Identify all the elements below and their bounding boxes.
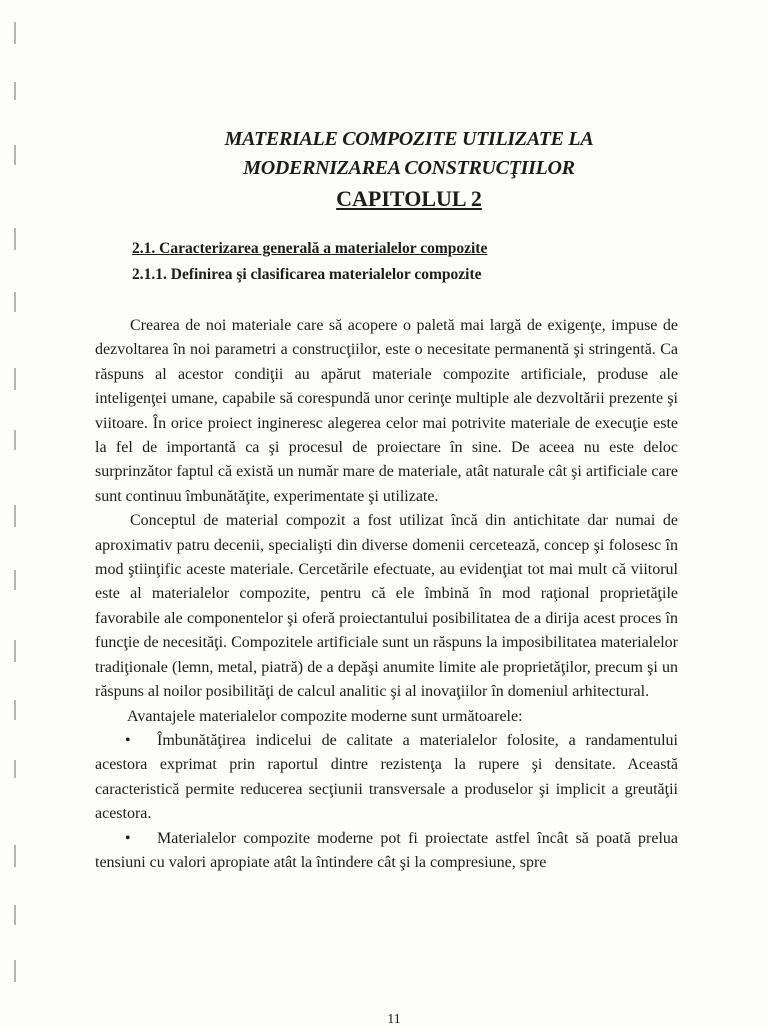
document-title-line-2: MODERNIZAREA CONSTRUCŢIILOR (243, 157, 575, 179)
document-title-line-1: MATERIALE COMPOZITE UTILIZATE LA (224, 128, 594, 150)
list-item (95, 827, 678, 876)
binding-margin-marks (0, 0, 30, 1024)
page-number: 11 (387, 1012, 401, 1027)
bullet-icon: • (125, 731, 131, 749)
paragraph-1: Crearea de noi materiale care să acopere o paletă mai largă de exigenţe, impuse de dezvoltarea în noi parametri a construcţiilor, este o necesitate permanentă şi stringentă. Ca răspuns al acestor condiţii au apărut materiale compozite artificiale, produse ale inteligenţei umane, capabile să corespundă unor cerinţe multiple ale dezvoltării prezente şi viitoare. În orice proiect ingineresc alegerea celor mai potrivite materiale de execuţie este la fel de importantă ca şi procesul de proiectare în sine. De aceea nu este deloc surprinzător faptul că există un număr mare de materiale, atât naturale cât şi artificiale care sunt continuu îmbunătăţite, experimentate şi utilizate. (95, 317, 678, 505)
list-item-text: Materialelor compozite moderne pot fi proiectate astfel încât să poată prelua tensiuni cu valori apropiate atât la întindere cât şi la compresiune, spre (95, 829, 678, 871)
paragraph-3: Avantajele materialelor compozite moderne sunt următoarele: (127, 707, 523, 725)
paragraph-2: Conceptul de material compozit a fost utilizat încă din antichitate dar numai de aproximativ patru decenii, specialişti din diverse domenii cercetează, concep şi folosesc în mod ştiinţific aceste materiale. Cercetările efectuate, au evidenţiat tot mai mult că viitorul este al materialelor compozite, pentru că ele îmbină în mod raţional proprietăţile favorabile ale componentelor şi oferă proiectantului posibilitatea de a dirija acest proces în funcţie de necesităţi. Compozitele artificiale sunt un răspuns la imposibilitatea materialelor tradiţionale (lemn, metal, piatră) de a depăşi anumite limite ale proprietăţilor, precum şi un răspuns al noilor posibilităţi de calcul analitic şi al inovaţiilor în domeniul arhitectural. (95, 512, 678, 701)
section-heading: 2.1. Caracterizarea generală a materialelor compozite (132, 240, 488, 257)
chapter-heading: CAPITOLUL 2 (336, 186, 482, 211)
subsection-heading: 2.1.1. Definirea şi clasificarea materialelor compozite (132, 266, 482, 283)
bullet-icon: • (125, 829, 131, 847)
list-item-text: Îmbunătăţirea indicelui de calitate a materialelor folosite, a randamentului acestora exprimat prin raportul dintre rezistenţa la rupere şi densitate. Această caracteristică permite reducerea secţiunii transversale a produselor şi implicit a greutăţii acestora. (95, 731, 678, 823)
body-text (95, 314, 678, 875)
list-item (95, 729, 678, 827)
